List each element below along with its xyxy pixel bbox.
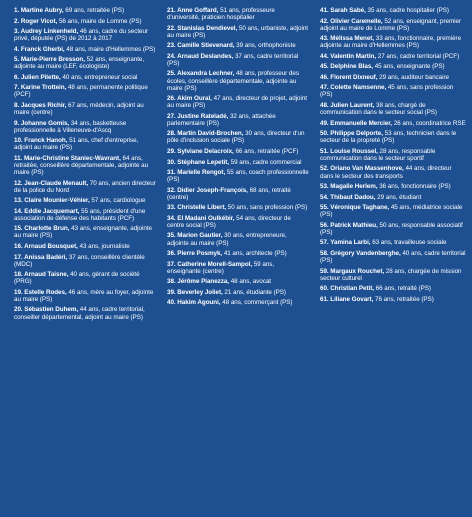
candidate-name: 22. Stanislas Dendievel, bbox=[167, 24, 238, 32]
candidate-entry bbox=[167, 148, 309, 155]
candidate-name: 51. Louise Roussel, bbox=[320, 147, 378, 155]
candidate-name: 23. Camille Stievenard, bbox=[167, 42, 235, 50]
candidate-entry bbox=[14, 137, 156, 151]
candidate-description: 66 ans, retraité (PS) bbox=[375, 285, 431, 293]
candidate-name: 10. Franck Hanoh, bbox=[14, 137, 68, 145]
candidate-name: 38. Jérôme Pianezza, bbox=[167, 278, 230, 286]
candidate-description: 34 ans, basketteuse professionnelle à Villeneuve-d'Ascq bbox=[14, 119, 127, 134]
candidate-description: 39 ans, orthophoniste bbox=[236, 42, 296, 50]
candidate-description: 45 ans, sans profession (PS) bbox=[320, 84, 454, 99]
candidate-description: 50 ans, urbaniste, adjoint au maire (PS) bbox=[167, 24, 308, 39]
candidate-entry bbox=[167, 250, 309, 257]
candidate-description: 57 ans, cardiologue bbox=[91, 197, 146, 205]
candidate-entry bbox=[167, 159, 309, 166]
candidate-name: 50. Philippe Delporte, bbox=[320, 130, 383, 138]
candidate-name: 47. Colette Namsenne, bbox=[320, 84, 387, 92]
candidate-description: 45 ans, médiatrice sociale (PS) bbox=[320, 204, 463, 219]
candidate-name: 27. Justine Rateladé, bbox=[167, 112, 229, 120]
candidate-name: 60. Christian Petit, bbox=[320, 285, 374, 293]
candidate-name: 14. Eddie Jacquemart, bbox=[14, 207, 80, 215]
candidate-description: 48 ans, maire d'Hellemmes (PS) bbox=[66, 45, 156, 53]
candidate-entry bbox=[14, 208, 156, 222]
candidate-name: 61. Liliane Govart, bbox=[320, 295, 374, 303]
candidate-entry bbox=[320, 35, 466, 49]
candidate-name: 52. Oriano Van Massenhove, bbox=[320, 165, 404, 173]
candidate-name: 1. Martine Aubry, bbox=[14, 7, 64, 14]
candidate-description: 44 ans, cadre territorial, conseiller départemental, adjoint au maire (PS) bbox=[14, 306, 145, 321]
candidate-description: 26 ans, coordinatrice RSE bbox=[393, 119, 466, 127]
candidate-description: 40 ans, cadre territorial (PS) bbox=[320, 249, 466, 264]
candidate-description: 47 ans, directeur de projet, adjoint au maire (PS) bbox=[167, 95, 307, 110]
candidate-name: 40. Hakim Agouni, bbox=[167, 299, 221, 307]
candidate-description: 69 ans, retraitée (PS) bbox=[65, 7, 124, 14]
candidate-description: 56 ans, maire de Lomme (PS) bbox=[58, 17, 142, 25]
candidate-entry bbox=[167, 7, 309, 21]
column-1 bbox=[14, 7, 156, 324]
candidate-description: 40 ans, entrepreneur social bbox=[62, 73, 138, 81]
candidate-description: 55 ans, président d'une association de défense des habitants (PCF) bbox=[14, 207, 146, 222]
candidate-entry bbox=[320, 285, 466, 292]
candidate-name: 28. Martin David-Brochen, bbox=[167, 130, 244, 138]
candidate-entry bbox=[14, 155, 156, 176]
candidate-name: 59. Margaux Rouchet, bbox=[320, 267, 385, 275]
candidate-name: 34. El Madani Oulkébir, bbox=[167, 214, 235, 222]
candidate-description: 37 ans, conseillère clientèle (MDC) bbox=[14, 253, 145, 268]
candidate-name: 6. Julien Pilette, bbox=[14, 73, 61, 81]
candidate-description: 53 ans, technicien dans le secteur de la propreté (PS) bbox=[320, 130, 457, 145]
candidate-name: 42. Olivier Caremelle, bbox=[320, 17, 383, 25]
candidate-entry bbox=[320, 120, 466, 127]
candidate-name: 30. Stéphane Lepetit, bbox=[167, 158, 229, 166]
candidate-description: 46 ans, cadre du secteur privé, députée (PS) de 2012 à 2017 bbox=[14, 28, 148, 43]
candidate-name: 5. Marie-Pierre Bresson, bbox=[14, 56, 85, 64]
candidate-name: 4. Franck Gherbi, bbox=[14, 45, 65, 53]
candidate-name: 7. Karine Trottein, bbox=[14, 84, 67, 92]
candidate-description: 51 ans, professeure d'université, praticien hospitalier bbox=[167, 7, 275, 22]
candidate-description: 67 ans, médecin, adjoint au maire (centre) bbox=[14, 102, 144, 117]
candidate-entry bbox=[14, 46, 156, 53]
candidate-description: 28 ans, responsable communication dans le secteur sportif bbox=[320, 147, 436, 162]
candidate-description: 46 ans, mère au foyer, adjointe au maire (PS) bbox=[14, 288, 154, 303]
candidate-description: 52 ans, enseignant, premier adjoint au maire de Lomme (PS) bbox=[320, 17, 462, 32]
candidate-entry bbox=[167, 70, 309, 91]
candidate-description: 64 ans, retraitée, conseillère départementale, adjointe au maire (PS) bbox=[14, 154, 149, 177]
candidate-entry bbox=[14, 18, 156, 25]
candidate-description: 33 ans, fonctionnaire, première adjointe au maire d'Hellemmes (PS) bbox=[320, 35, 462, 50]
candidate-entry bbox=[320, 204, 466, 218]
column-2 bbox=[167, 7, 309, 310]
candidate-description: 41 ans, architecte (PS) bbox=[223, 250, 287, 258]
candidate-description: 45 ans, enseignante (PS) bbox=[374, 63, 445, 71]
candidate-name: 45. Delphine Blas, bbox=[320, 63, 373, 71]
candidate-description: 48 ans, professeur des écoles, conseillère départementale, adjointe au maire (PS) bbox=[167, 70, 299, 92]
candidate-entry bbox=[167, 187, 309, 201]
candidate-entry bbox=[167, 53, 309, 67]
candidate-entry bbox=[167, 113, 309, 127]
candidate-name: 41. Sarah Sabé, bbox=[320, 7, 366, 14]
candidate-entry bbox=[320, 296, 466, 303]
candidate-entry bbox=[14, 254, 156, 268]
candidate-name: 18. Arnaud Taisne, bbox=[14, 271, 69, 279]
candidate-description: 44 ans, directeur dans le secteur des transports bbox=[320, 165, 452, 180]
candidate-entry bbox=[167, 261, 309, 275]
candidate-entry bbox=[167, 299, 309, 306]
candidate-description: 32 ans, attachée parlementaire (PS) bbox=[167, 112, 276, 127]
candidate-description: 63 ans, travailleuse sociale bbox=[372, 239, 447, 247]
candidate-name: 53. Magalie Herlem, bbox=[320, 183, 378, 191]
candidate-entry bbox=[320, 165, 466, 179]
candidate-description: 29 ans, étudiant bbox=[377, 193, 422, 201]
candidate-description: 55 ans, coach professionnelle (PS) bbox=[167, 169, 309, 184]
candidate-entry bbox=[320, 239, 466, 246]
candidate-entry bbox=[320, 148, 466, 162]
candidate-name: 57. Yamina Larbi, bbox=[320, 239, 371, 247]
candidate-entry bbox=[14, 56, 156, 70]
candidate-description: 70 ans, ancien directeur de la police du Nord bbox=[14, 179, 156, 194]
candidate-entry bbox=[320, 183, 466, 190]
candidate-name: 9. Johanne Gomis, bbox=[14, 119, 70, 127]
candidate-entry bbox=[167, 169, 309, 183]
candidate-description: 35 ans, cadre hospitalier (PS) bbox=[367, 7, 449, 14]
candidate-entry bbox=[320, 63, 466, 70]
candidate-description: 51 ans, chef d'entreprise, adjoint au maire (PS) bbox=[14, 137, 139, 152]
candidate-description: 43 ans, enseignante, adjointe au maire (PS) bbox=[14, 225, 152, 240]
candidate-description: 40 ans, gérant de société (PRG) bbox=[14, 271, 140, 286]
candidate-name: 46. Florent Dixneuf, bbox=[320, 73, 378, 81]
candidate-entry bbox=[14, 306, 156, 320]
candidate-name: 31. Marielle Rengot, bbox=[167, 169, 226, 177]
candidate-entry bbox=[167, 25, 309, 39]
candidate-description: 21 ans, étudiante (PS) bbox=[224, 288, 286, 296]
candidate-name: 36. Pierre Posmyk, bbox=[167, 250, 223, 258]
column-3 bbox=[320, 7, 466, 306]
candidate-name: 37. Catherine Morell-Sampol, bbox=[167, 260, 253, 268]
candidate-name: 54. Thibaut Dadou, bbox=[320, 193, 376, 201]
candidate-description: 43 ans, journaliste bbox=[79, 243, 130, 250]
candidate-entry bbox=[167, 130, 309, 144]
candidate-name: 15. Charlotte Brun, bbox=[14, 225, 70, 233]
candidate-description: 66 ans, retraitée (PCF) bbox=[235, 148, 299, 155]
candidate-name: 35. Marion Gautier, bbox=[167, 232, 223, 240]
candidate-description: 48 ans, permanente politique (PCF) bbox=[14, 84, 148, 99]
candidate-name: 39. Beverley Joliet, bbox=[167, 288, 223, 296]
candidate-description: 76 ans, retraitée (PS) bbox=[375, 295, 434, 303]
candidate-description: 48 ans, commerçant (PS) bbox=[222, 299, 293, 307]
candidate-name: 3. Audrey Linkenheld, bbox=[14, 28, 79, 36]
candidate-description: 27 ans, cadre territorial (PCF) bbox=[377, 52, 460, 60]
candidate-name: 24. Arnaud Deslandes, bbox=[167, 52, 234, 60]
candidate-entry bbox=[320, 53, 466, 60]
candidate-entry bbox=[14, 197, 156, 204]
candidate-name: 11. Marie-Christine Staniec-Wavrant, bbox=[14, 154, 121, 162]
candidate-description: 59 ans, enseignante (centre) bbox=[167, 260, 275, 275]
candidate-entry bbox=[14, 84, 156, 98]
candidate-name: 8. Jacques Richir, bbox=[14, 102, 67, 109]
candidate-name: 33. Christelle Libert, bbox=[167, 204, 227, 212]
candidate-entry bbox=[167, 278, 309, 285]
candidate-name: 20. Sébastien Duhem, bbox=[14, 306, 79, 314]
candidate-entry bbox=[14, 243, 156, 250]
candidate-description: 37 ans, cadre territorial (PS) bbox=[167, 52, 299, 67]
candidate-name: 16. Arnaud Bousquet, bbox=[14, 243, 78, 250]
candidate-entry bbox=[14, 28, 156, 42]
candidate-entry bbox=[14, 180, 156, 194]
candidate-description: 48 ans, avocat bbox=[230, 278, 271, 286]
candidate-entry bbox=[320, 18, 466, 32]
candidate-entry bbox=[14, 271, 156, 285]
candidate-entry bbox=[167, 42, 309, 49]
candidate-name: 19. Estelle Rodes, bbox=[14, 288, 67, 296]
candidate-entry bbox=[14, 102, 156, 116]
candidate-name: 29. Sylviane Delacroix, bbox=[167, 148, 234, 155]
candidate-entry bbox=[14, 120, 156, 134]
candidate-entry bbox=[320, 268, 466, 282]
candidate-name: 44. Valentin Martin, bbox=[320, 52, 377, 60]
candidate-name: 13. Claire Mounier-Véhier, bbox=[14, 197, 90, 205]
candidate-entry bbox=[320, 130, 466, 144]
candidate-entry bbox=[320, 194, 466, 201]
candidate-entry bbox=[167, 215, 309, 229]
candidate-entry bbox=[320, 250, 466, 264]
candidate-entry bbox=[320, 7, 466, 14]
candidate-name: 55. Véronique Taghane, bbox=[320, 204, 390, 212]
candidate-description: 38 ans, chargé de communication dans le secteur social (PS) bbox=[320, 102, 437, 117]
candidate-description: 52 ans, enseignante, adjointe au maire (LEF, écologiste) bbox=[14, 56, 145, 71]
candidate-entry bbox=[167, 289, 309, 296]
candidate-name: 12. Jean-Claude Menault, bbox=[14, 179, 89, 187]
candidate-name: 2. Roger Vicot, bbox=[14, 17, 58, 25]
candidate-entry bbox=[14, 7, 156, 14]
candidate-entry bbox=[320, 74, 466, 81]
candidate-entry bbox=[320, 84, 466, 98]
candidate-description: 54 ans, directeur de centre social (PS) bbox=[167, 214, 291, 229]
candidate-entry bbox=[167, 95, 309, 109]
candidate-description: 29 ans, auditeur bancaire bbox=[379, 73, 449, 81]
candidate-entry bbox=[320, 222, 466, 236]
candidate-name: 17. Anissa Badéri, bbox=[14, 253, 68, 261]
candidate-entry bbox=[320, 102, 466, 116]
candidate-name: 49. Emmanuelle Mercier, bbox=[320, 119, 393, 127]
candidate-entry bbox=[14, 74, 156, 81]
candidate-name: 48. Julien Laurent, bbox=[320, 102, 375, 109]
candidate-description: 28 ans, chargée de mission secteur culturel bbox=[320, 267, 462, 282]
candidate-description: 36 ans, fonctionnaire (PS) bbox=[379, 183, 451, 191]
candidate-description: 50 ans, responsable associatif (PS) bbox=[320, 221, 463, 236]
candidate-name: 43. Mélissa Menet, bbox=[320, 35, 375, 43]
candidate-description: 68 ans, retraité (centre) bbox=[167, 186, 291, 201]
candidate-entry bbox=[14, 225, 156, 239]
candidate-name: 21. Anne Goffard, bbox=[167, 7, 219, 14]
candidate-entry bbox=[14, 289, 156, 303]
candidate-description: 59 ans, cadre commercial bbox=[230, 158, 302, 166]
candidate-description: 50 ans, sans profession (PS) bbox=[227, 204, 308, 212]
candidate-name: 32. Didier Joseph-François, bbox=[167, 186, 248, 194]
candidate-description: 30 ans, entrepreneure, adjointe au maire (PS) bbox=[167, 232, 287, 247]
candidate-entry bbox=[167, 232, 309, 246]
candidate-name: 26. Akim Oural, bbox=[167, 95, 212, 103]
candidate-entry bbox=[167, 204, 309, 211]
candidate-name: 25. Alexandra Lechner, bbox=[167, 70, 235, 78]
candidate-description: 30 ans, directeur d'un pôle d'inclusion sociale (PS) bbox=[167, 130, 305, 145]
candidate-name: 56. Patrick Mathieu, bbox=[320, 221, 378, 229]
candidate-name: 58. Grégory Vandenberghe, bbox=[320, 249, 401, 257]
